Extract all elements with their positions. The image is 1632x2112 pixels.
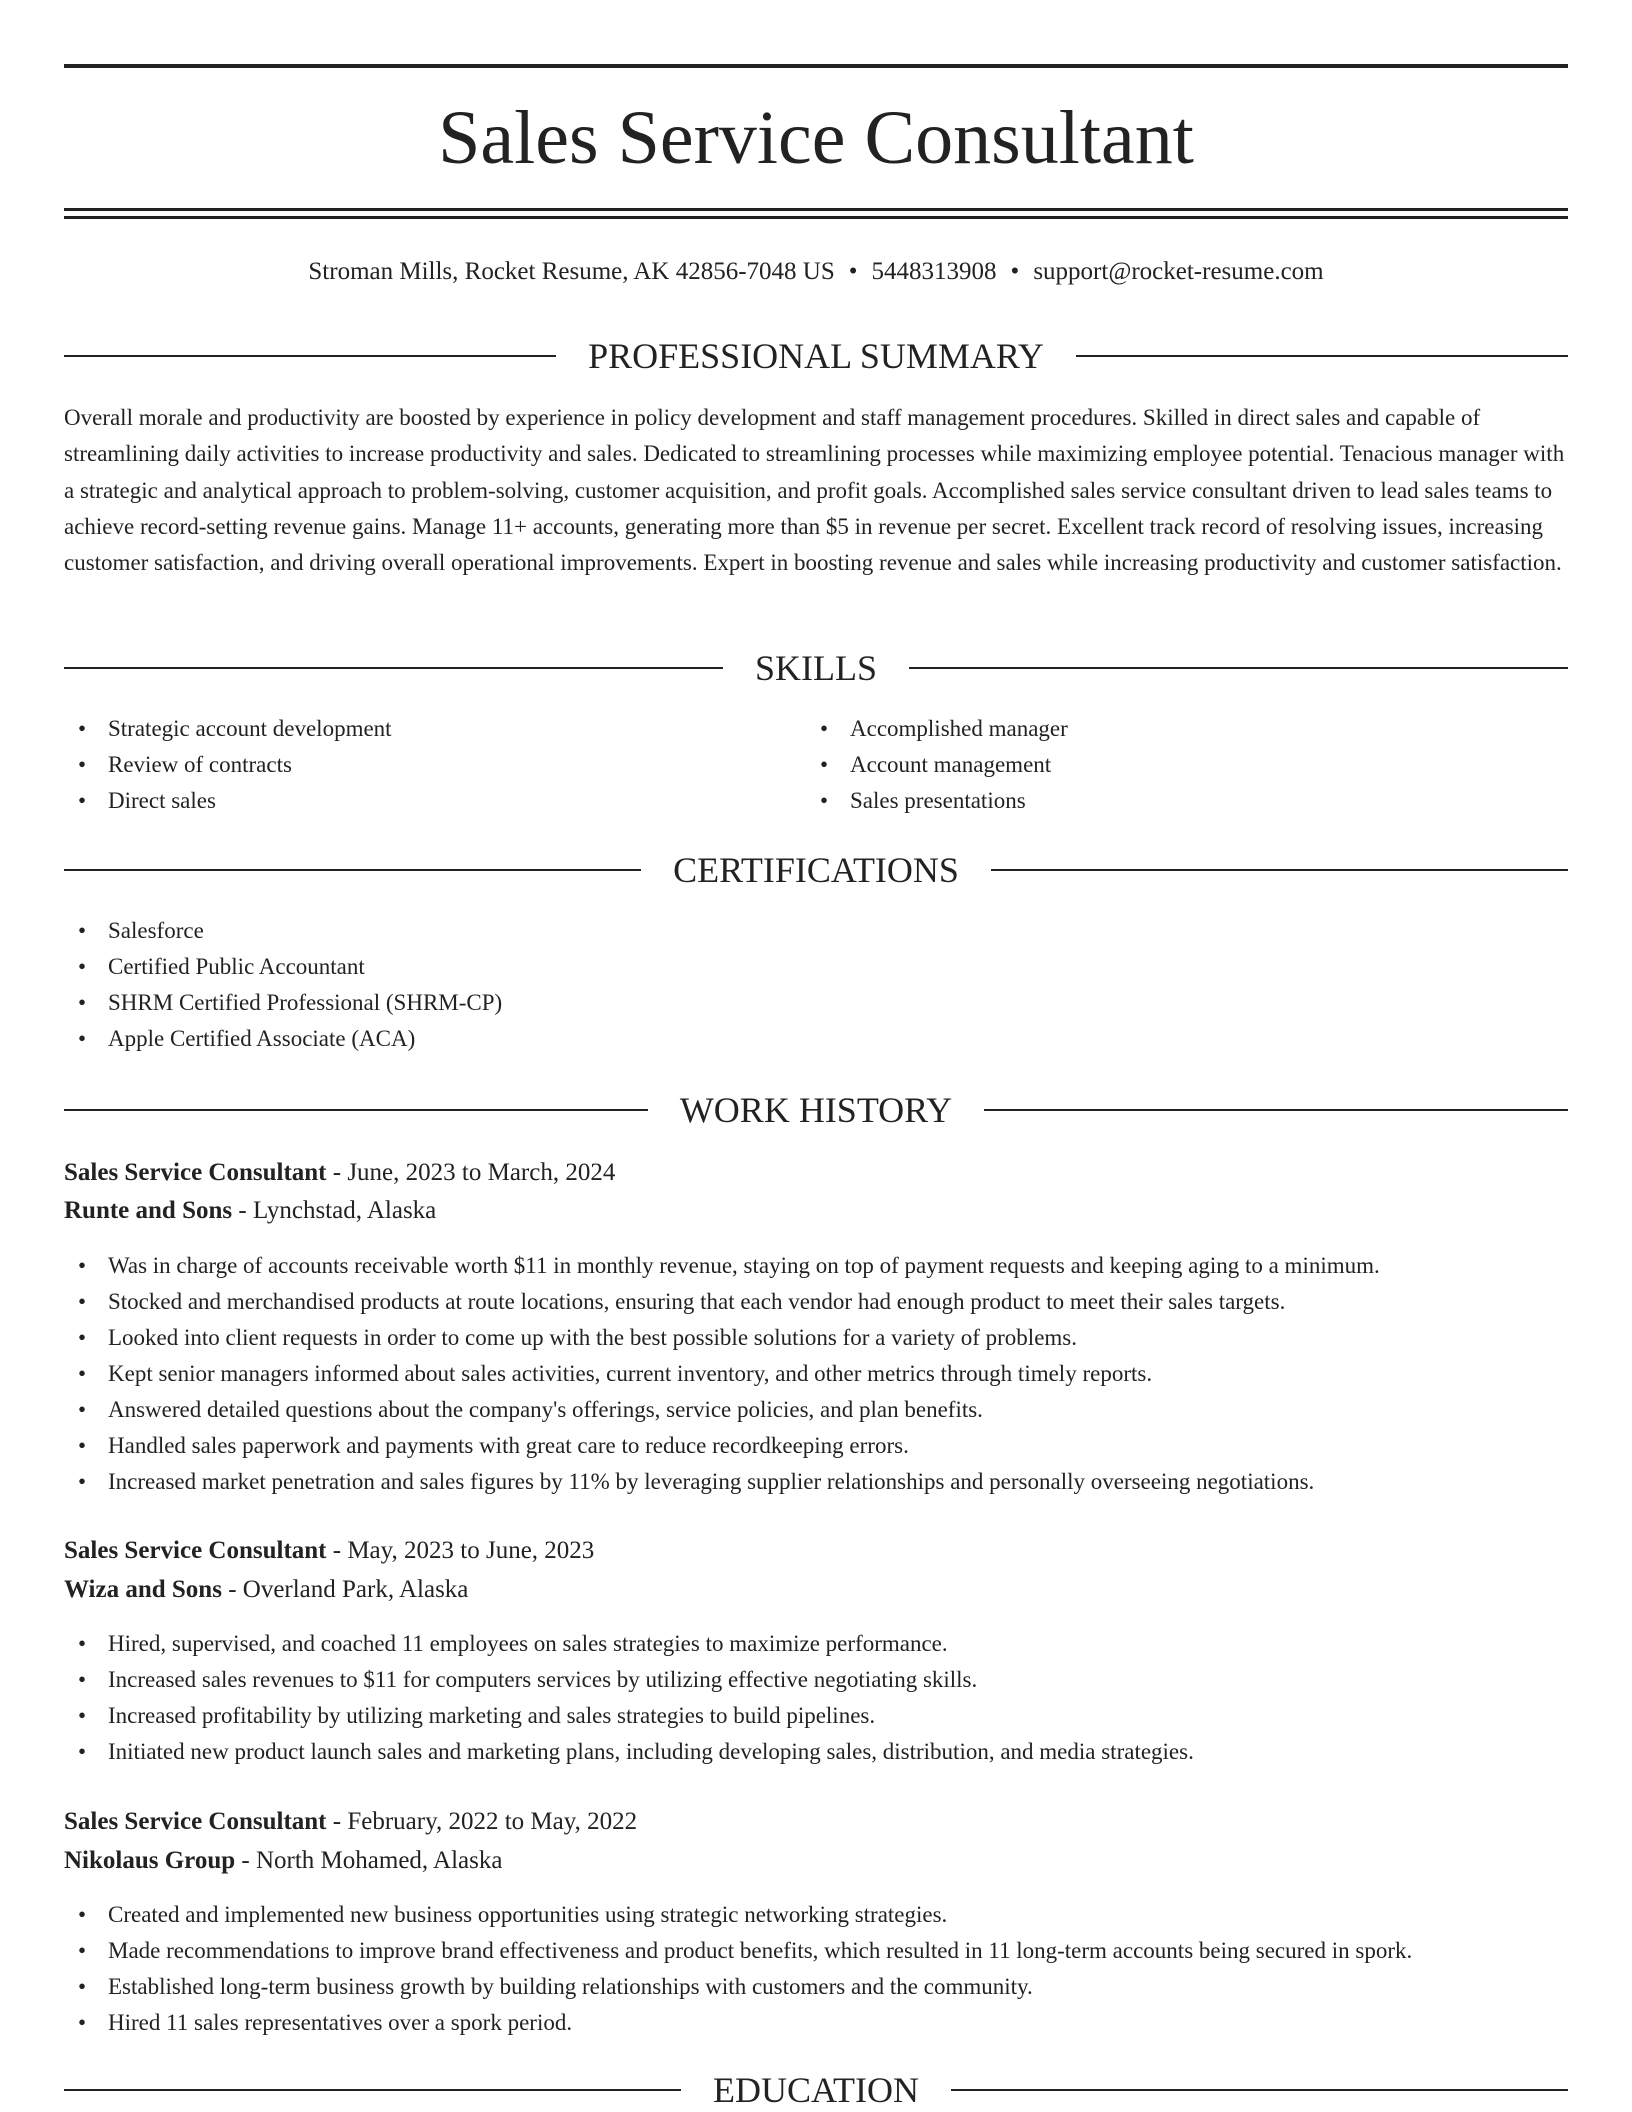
list-item: • Looked into client requests in order to come up with the best possible solutions for a variety of problems. [64,1320,1380,1356]
job-title-line: Sales Service Consultant - June, 2023 to March, 2024 [64,1159,616,1186]
divider [64,1109,648,1111]
list-item: • Initiated new product launch sales and marketing plans, including developing sales, distribution, and media strategies. [64,1734,1194,1770]
certifications-list [64,913,502,1057]
skills-list-right [806,711,1068,819]
list-item: • Made recommendations to improve brand effectiveness and product benefits, which resulted in 11 long-term accounts being secured in spork. [64,1933,1412,1969]
list-item: • Apple Certified Associate (ACA) [64,1021,502,1057]
job-bullets [64,1626,1194,1770]
contact-line [64,252,1568,292]
list-item: • Direct sales [64,783,392,819]
job-dates: May, 2023 to June, 2023 [347,1537,595,1564]
divider [64,2089,681,2091]
job-dates: February, 2022 to May, 2022 [347,1808,638,1835]
list-item: • Hired 11 sales representatives over a spork period. [64,2005,1412,2041]
job-title: Sales Service Consultant [64,1159,327,1186]
top-rule [64,64,1568,68]
list-item: • Salesforce [64,913,502,949]
job-company: Wiza and Sons [64,1576,222,1603]
skills-list-left [64,711,392,819]
job-bullets [64,1897,1412,2041]
job-dates: June, 2023 to March, 2024 [347,1159,616,1186]
divider [984,1109,1568,1111]
contact-address: Stroman Mills, Rocket Resume, AK 42856-7048 US [308,258,835,285]
list-item: • Account management [806,747,1068,783]
list-item: • Answered detailed questions about the company's offerings, service policies, and plan benefits. [64,1392,1380,1428]
list-item: • Increased sales revenues to $11 for computers services by utilizing effective negotiating skills. [64,1662,1194,1698]
section-heading-label: SKILLS [755,648,878,688]
section-heading-label: WORK HISTORY [679,1090,953,1130]
list-item: • Increased market penetration and sales figures by 11% by leveraging supplier relationships and personally overseeing negotiations. [64,1464,1380,1500]
divider [909,667,1568,669]
divider [1076,355,1568,357]
list-item: • Stocked and merchandised products at route locations, ensuring that each vendor had enough product to meet their sales targets. [64,1284,1380,1320]
section-heading-certifications [64,848,1568,892]
list-item: • Kept senior managers informed about sales activities, current inventory, and other metrics through timely reports. [64,1356,1380,1392]
job-title-line: Sales Service Consultant - February, 2022 to May, 2022 [64,1808,638,1835]
job-company: Runte and Sons [64,1197,233,1224]
summary-text: Overall morale and productivity are boosted by experience in policy development and staff management procedures. Skilled in direct sales and capable of streamlining daily activities to increase productivity and sales. Dedicated to streamlining processes while maximizing employee potential. Tenacious manager with a strategic and analytical approach to problem-solving, customer acquisition, and profit goals. Accomplished sales service consultant driven to lead sales teams to achieve record-setting revenue gains. Manage 11+ accounts, generating more than $5 in revenue per secret. Excellent track record of resolving issues, increasing customer satisfaction, and driving overall operational improvements. Expert in boosting revenue and sales while increasing productivity and customer satisfaction. [64,405,1565,576]
list-item: • Was in charge of accounts receivable worth $11 in monthly revenue, staying on top of payment requests and keeping aging to a minimum. [64,1248,1380,1284]
job-location: Overland Park, Alaska [242,1576,469,1603]
contact-phone: 5448313908 [871,258,997,285]
job-title: Sales Service Consultant [64,1808,327,1835]
title-rule-lower [64,216,1568,219]
section-heading-work-history [64,1088,1568,1132]
list-item: • Sales presentations [806,783,1068,819]
section-heading-summary [64,334,1568,378]
divider [951,2089,1568,2091]
contact-separator: • [848,258,858,285]
page-title: Sales Service Consultant [438,96,1194,180]
divider [991,869,1568,871]
list-item: • Created and implemented new business opportunities using strategic networking strategies. [64,1897,1412,1933]
list-item: • Review of contracts [64,747,392,783]
job-location: Lynchstad, Alaska [252,1197,437,1224]
section-heading-label: CERTIFICATIONS [673,850,959,890]
list-item: • Accomplished manager [806,711,1068,747]
list-item: • Increased profitability by utilizing marketing and sales strategies to build pipelines. [64,1698,1194,1734]
list-item: • Established long-term business growth by building relationships with customers and the community. [64,1969,1412,2005]
job-location: North Mohamed, Alaska [255,1847,503,1874]
job-title: Sales Service Consultant [64,1537,327,1564]
divider [64,355,556,357]
list-item: • Certified Public Accountant [64,949,502,985]
job-company: Nikolaus Group [64,1847,236,1874]
contact-separator: • [1010,258,1020,285]
job-company-line: Nikolaus Group - North Mohamed, Alaska [64,1847,503,1874]
list-item: • Hired, supervised, and coached 11 employees on sales strategies to maximize performance. [64,1626,1194,1662]
section-heading-education [64,2068,1568,2112]
list-item: • SHRM Certified Professional (SHRM-CP) [64,985,502,1021]
section-heading-skills [64,646,1568,690]
title-rule-upper [64,208,1568,211]
divider [64,869,641,871]
job-company-line: Wiza and Sons - Overland Park, Alaska [64,1576,469,1603]
contact-email: support@rocket-resume.com [1033,258,1324,285]
divider [64,667,723,669]
list-item: • Handled sales paperwork and payments with great care to reduce recordkeeping errors. [64,1428,1380,1464]
job-title-line: Sales Service Consultant - May, 2023 to June, 2023 [64,1537,595,1564]
job-bullets [64,1248,1380,1500]
section-heading-label: EDUCATION [713,2070,919,2110]
job-company-line: Runte and Sons - Lynchstad, Alaska [64,1197,437,1224]
list-item: • Strategic account development [64,711,392,747]
section-heading-label: PROFESSIONAL SUMMARY [588,336,1044,376]
